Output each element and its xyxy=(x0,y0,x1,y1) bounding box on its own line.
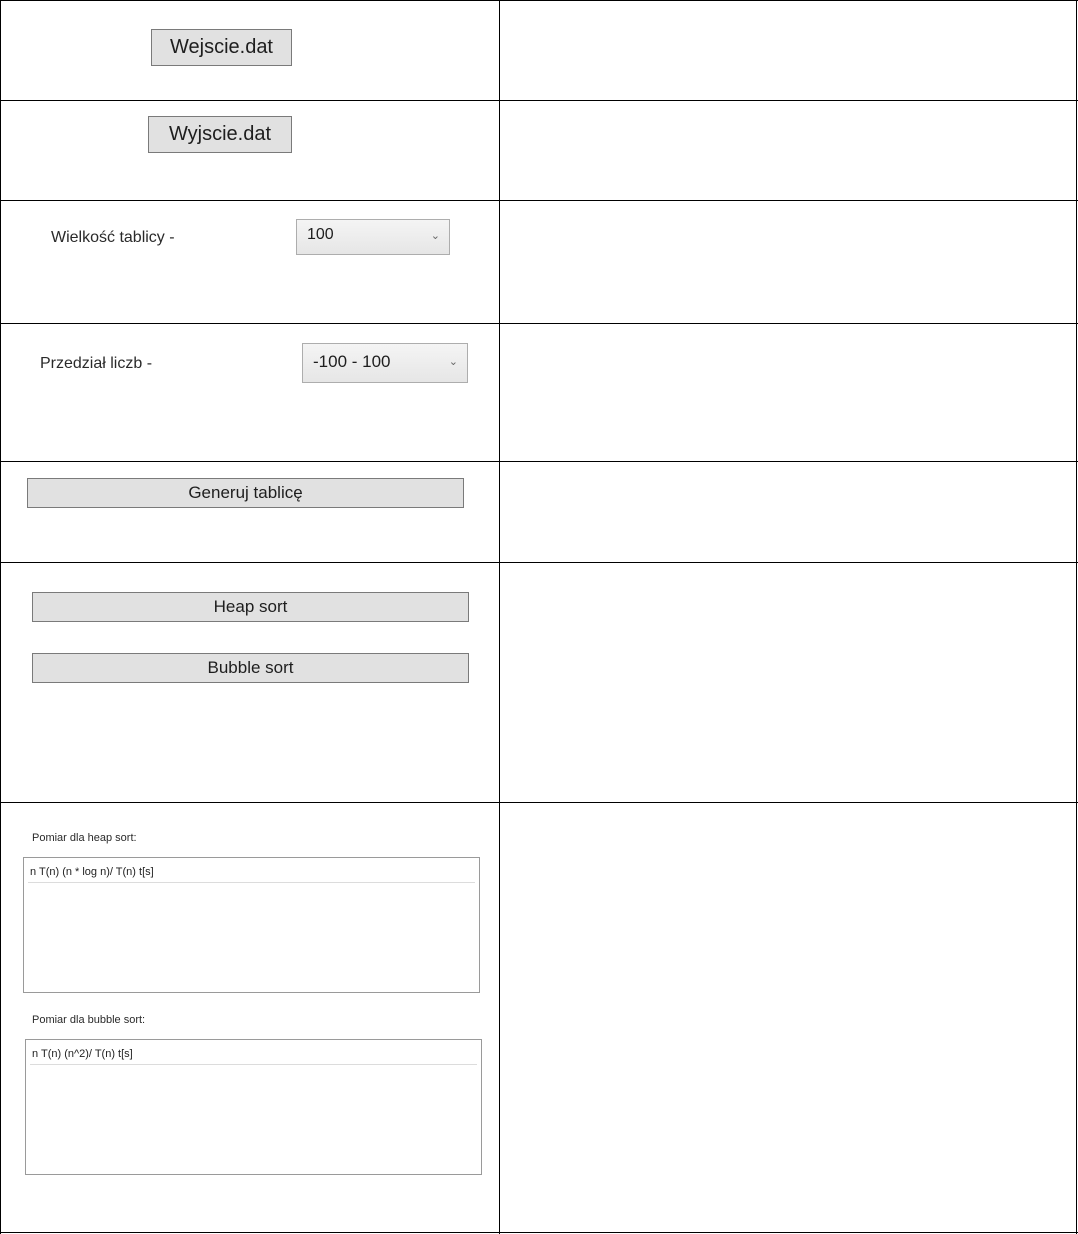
grid-line xyxy=(0,100,1078,101)
array-size-label: Wielkość tablicy - xyxy=(51,229,175,246)
chevron-down-icon: ⌄ xyxy=(448,356,458,368)
bubble-measurement-label: Pomiar dla bubble sort: xyxy=(32,1014,146,1026)
grid-line xyxy=(0,0,1,1234)
grid-line xyxy=(499,0,500,1234)
heap-measurement-header: n T(n) (n * log n)/ T(n) t[s] xyxy=(28,862,475,883)
grid-line xyxy=(0,461,1078,462)
heap-measurement-list[interactable] xyxy=(23,857,480,993)
number-range-label: Przedział liczb - xyxy=(40,355,153,372)
generate-array-button[interactable]: Generuj tablicę xyxy=(27,478,464,508)
number-range-value: -100 - 100 xyxy=(313,352,391,371)
heap-sort-button[interactable]: Heap sort xyxy=(32,592,469,622)
grid-line xyxy=(0,323,1078,324)
array-size-select[interactable] xyxy=(296,219,450,255)
heap-measurement-label: Pomiar dla heap sort: xyxy=(32,832,137,844)
bubble-sort-button[interactable]: Bubble sort xyxy=(32,653,469,683)
output-file-button[interactable]: Wyjscie.dat xyxy=(148,116,292,153)
chevron-down-icon: ⌄ xyxy=(430,230,440,242)
number-range-select[interactable] xyxy=(302,343,468,383)
array-size-value: 100 xyxy=(307,226,334,243)
grid-line xyxy=(0,200,1078,201)
grid-line xyxy=(1076,0,1077,1234)
input-file-button[interactable]: Wejscie.dat xyxy=(151,29,292,66)
grid-line xyxy=(0,0,1078,1)
grid-line xyxy=(0,802,1078,803)
bubble-measurement-list[interactable] xyxy=(25,1039,482,1175)
grid-line xyxy=(0,562,1078,563)
bubble-measurement-header: n T(n) (n^2)/ T(n) t[s] xyxy=(30,1044,477,1065)
grid-line xyxy=(0,1232,1078,1233)
